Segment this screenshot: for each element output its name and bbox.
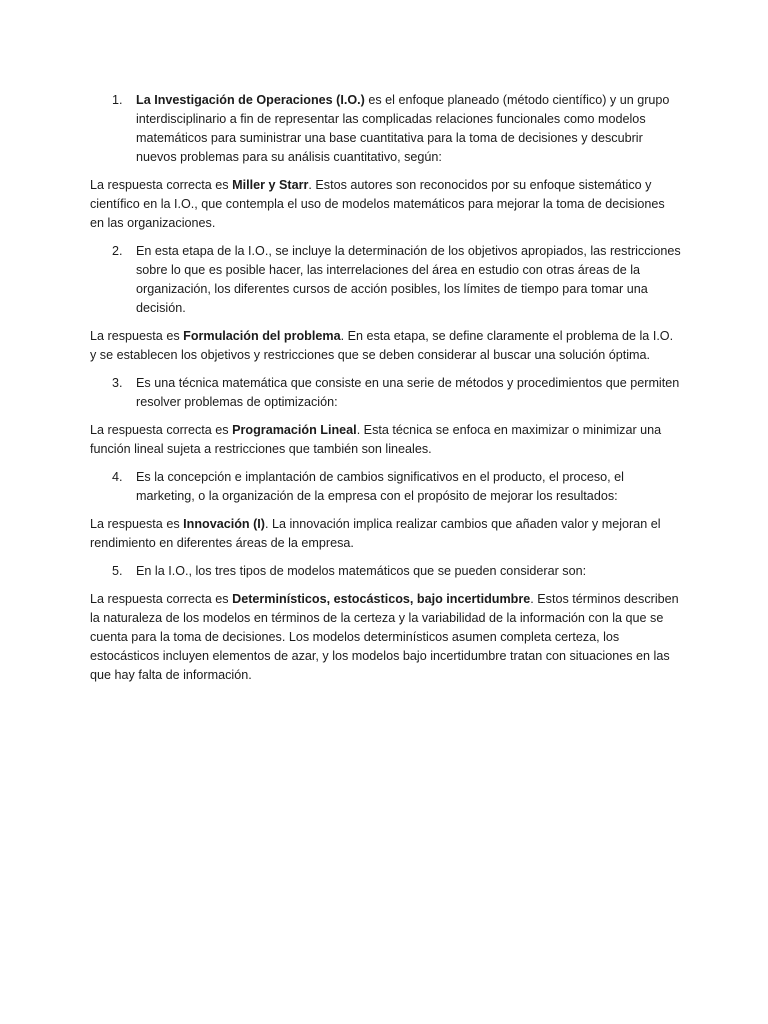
answer-term: Programación Lineal: [232, 423, 357, 437]
answer-term: Determinísticos, estocásticos, bajo incertidumbre: [232, 592, 531, 606]
document-page: [90, 91, 682, 694]
question-1: [90, 91, 682, 167]
answer-text: . La innovación implica realizar cambios que añaden valor y mejoran el rendimiento en diferentes áreas de la empresa.: [90, 517, 661, 550]
question-bold-term: La Investigación de Operaciones (I.O.): [136, 93, 365, 107]
answer-text: . Estos términos describen la naturaleza de los modelos en términos de la certeza y la variabilidad de la información con la que se cuenta para la toma de decisiones. Los modelos determinísticos asumen completa certeza, los estocásticos incluyen elementos de azar, y los modelos bajo incertidumbre tratan con situaciones en las que hay falta de información.: [90, 592, 679, 682]
answer-prefix: La respuesta correcta es: [90, 423, 233, 437]
question-4: [90, 468, 682, 506]
question-number: 1.: [112, 93, 123, 107]
question-number: 5.: [112, 564, 123, 578]
answer-term: Formulación del problema: [183, 329, 341, 343]
answer-prefix: La respuesta correcta es: [90, 178, 233, 192]
question-text: Es una técnica matemática que consiste en una serie de métodos y procedimientos que permiten resolver problemas de optimización:: [136, 376, 680, 409]
answer-5: [90, 590, 682, 685]
answer-term: Innovación (I): [183, 517, 265, 531]
answer-1: [90, 176, 682, 233]
answer-4: [90, 515, 682, 553]
answer-2: [90, 327, 682, 365]
answer-3: [90, 421, 682, 459]
question-number: 2.: [112, 244, 123, 258]
answer-prefix: La respuesta correcta es: [90, 592, 233, 606]
question-3: [90, 374, 682, 412]
question-text: Es la concepción e implantación de cambios significativos en el producto, el proceso, el marketing, o la organización de la empresa con el propósito de mejorar los resultados:: [136, 470, 624, 503]
question-text: En esta etapa de la I.O., se incluye la determinación de los objetivos apropiados, las restricciones sobre lo que es posible hacer, las interrelaciones del área en estudio con otras áreas de la organización, los diferentes cursos de acción posibles, los límites de tiempo para tomar una decisión.: [136, 244, 681, 315]
answer-prefix: La respuesta es: [90, 329, 184, 343]
question-text: En la I.O., los tres tipos de modelos matemáticos que se pueden considerar son:: [136, 564, 587, 578]
answer-term: Miller y Starr: [232, 178, 309, 192]
question-number: 4.: [112, 470, 123, 484]
answer-text: . Estos autores son reconocidos por su enfoque sistemático y científico en la I.O., que contempla el uso de modelos matemáticos para mejorar la toma de decisiones en las organizaciones.: [90, 178, 665, 230]
question-number: 3.: [112, 376, 123, 390]
question-2: [90, 242, 682, 318]
answer-text: . En esta etapa, se define claramente el problema de la I.O. y se establecen los objetivos y restricciones que se deben considerar al buscar una solución óptima.: [90, 329, 674, 362]
answer-text: . Esta técnica se enfoca en maximizar o minimizar una función lineal sujeta a restricciones que también son lineales.: [90, 423, 662, 456]
question-5: [90, 562, 682, 581]
answer-prefix: La respuesta es: [90, 517, 184, 531]
question-text: es el enfoque planeado (método científico) y un grupo interdisciplinario a fin de representar las complicadas relaciones funcionales como modelos matemáticos para suministrar una base cuantitativa para la toma de decisiones y descubrir nuevos problemas para su análisis cuantitativo, según:: [136, 93, 670, 164]
